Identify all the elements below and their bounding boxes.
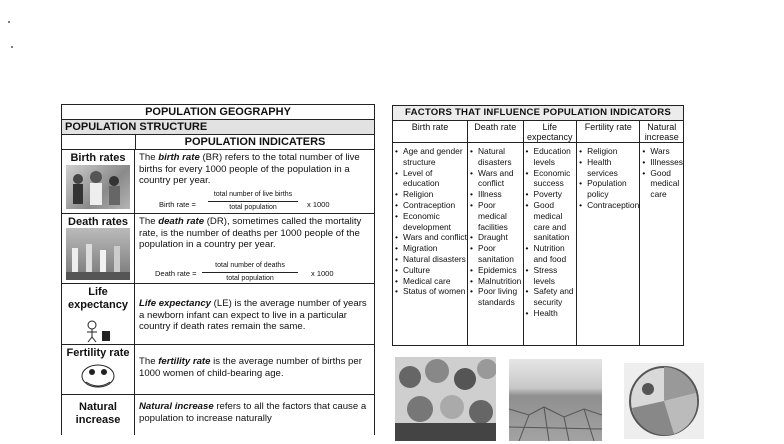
fertility-text-post: is the average number of births per 1000 women of child-bearing age. (139, 356, 362, 379)
death-rate-column (468, 121, 524, 345)
birth-rate-fraction (208, 189, 298, 213)
death-rate-fraction (202, 260, 298, 284)
column-header: Fertility rate (577, 121, 639, 143)
death-rate-formula-label: Death rate = (155, 269, 197, 278)
factor-item: • Poor medical facilities (470, 200, 523, 232)
column-header: Death rate (468, 121, 523, 143)
birth-rate-formula-label: Birth rate = (159, 200, 196, 209)
life-expectancy-column (524, 121, 578, 345)
life-expectancy-label: Life expectancy (68, 286, 128, 311)
birth-rate-column (393, 121, 468, 345)
factor-item: • Poverty (526, 189, 577, 200)
person-walking-icon (78, 317, 118, 343)
indicators-heading: POPULATION INDICATERS (184, 136, 326, 148)
factor-item: • Poor sanitation (470, 243, 523, 265)
factor-item: • Health (526, 308, 577, 319)
fertility-rate-label: Fertility rate (66, 347, 130, 359)
fertility-rate-section (62, 345, 374, 395)
factor-item: • Religion (579, 146, 639, 157)
natural-increase-label: Natural increase (75, 401, 121, 426)
indicators-row (62, 135, 374, 150)
birth-denominator: total population (229, 203, 277, 211)
crowd-image (395, 357, 496, 441)
factor-item: • Safety and security (526, 286, 577, 308)
factor-item: • Medical care (395, 276, 467, 287)
death-rate-definition (135, 214, 374, 283)
factor-item: • Contraception (395, 200, 467, 211)
natural-increase-term: Natural increase (139, 401, 214, 412)
column-header: Birth rate (393, 121, 467, 143)
factor-item: • Wars (642, 146, 683, 157)
death-text-post: (DR), sometimes called the mortality rate, is the number of deaths per 1000 people of the population in a country per year. (139, 216, 362, 250)
natural-increase-section (62, 395, 374, 435)
structure-heading: POPULATION STRUCTURE (62, 120, 374, 135)
death-rate-factors (468, 143, 523, 308)
birth-rate-definition (135, 150, 374, 213)
factor-item: • Good medical care (642, 168, 683, 200)
fertility-rate-definition (135, 345, 374, 394)
factor-item: • Status of women (395, 286, 467, 297)
death-rate-term: death rate (158, 216, 205, 227)
factor-item: • Population policy (579, 178, 639, 200)
death-denominator: total population (226, 274, 274, 282)
fertility-rate-factors (577, 143, 639, 211)
life-expectancy-definition (135, 284, 374, 344)
speck-1 (8, 21, 10, 23)
factor-item: • Stress levels (526, 265, 577, 287)
fertility-rate-term: fertility rate (158, 356, 211, 367)
factor-item: • Migration (395, 243, 467, 254)
natural-increase-factors (640, 143, 683, 200)
life-text-post: (LE) is the average number of years a newborn infant can expect to live in a particular country if death rates remain the same. (139, 298, 367, 332)
population-geography-table (61, 104, 375, 435)
factor-item: • Education levels (526, 146, 577, 168)
factors-title: FACTORS THAT INFLUENCE POPULATION INDICATORS (393, 106, 683, 121)
birth-text-pre: The (139, 152, 159, 163)
factor-item: • Religion (395, 189, 467, 200)
column-header: Life expectancy (524, 121, 577, 143)
factor-item: • Illness (470, 189, 523, 200)
factor-item: • Economic success (526, 168, 577, 190)
life-expectancy-factors (524, 143, 577, 319)
drought-image (509, 359, 602, 441)
fertility-rate-column (577, 121, 640, 345)
factor-item: • Age and gender structure (395, 146, 467, 168)
birth-rate-label-cell (62, 150, 135, 213)
factor-item: • Natural disasters (470, 146, 523, 168)
family-photo (66, 165, 130, 209)
factor-item: • Epidemics (470, 265, 523, 276)
column-header: Natural increase (640, 121, 683, 143)
natural-text-post: refers to all the factors that cause a population to increase naturally (139, 401, 367, 424)
birth-multiplier: x 1000 (307, 200, 330, 209)
natural-increase-definition (135, 395, 374, 435)
life-expectancy-term: Life expectancy (139, 298, 211, 309)
factor-item: • Wars and conflict (395, 232, 467, 243)
fertility-text-pre: The (139, 356, 159, 367)
birth-rate-factors (393, 143, 467, 297)
factor-item: • Malnutrition (470, 276, 523, 287)
speck-2 (11, 46, 13, 48)
graves-illustration (66, 228, 130, 280)
cemetery-photo (66, 228, 130, 280)
table-title: POPULATION GEOGRAPHY (62, 105, 374, 120)
factor-item: • Health services (579, 157, 639, 179)
birth-numerator: total number of live births (208, 189, 298, 202)
factor-item: • Natural disasters (395, 254, 467, 265)
mother-child-icon (78, 360, 118, 390)
factors-table (392, 105, 684, 346)
people-illustration (66, 165, 130, 209)
factor-item: • Good medical care and sanitation (526, 200, 577, 243)
birth-text-post: (BR) refers to the total number of live births for every 1000 people of the population in a country per year. (139, 152, 360, 186)
death-rate-section (62, 214, 374, 284)
factor-item: • Level of education (395, 168, 467, 190)
factor-item: • Draught (470, 232, 523, 243)
death-multiplier: x 1000 (311, 269, 334, 278)
life-expectancy-section (62, 284, 374, 345)
fertility-rate-label-cell (62, 345, 135, 394)
health-circle-image (624, 363, 704, 439)
cracked-earth (509, 359, 602, 441)
death-rate-label-cell (62, 214, 135, 283)
natural-increase-column (640, 121, 683, 345)
natural-increase-label-cell (62, 395, 135, 435)
death-text-pre: The (139, 216, 159, 227)
death-numerator: total number of deaths (202, 260, 298, 273)
life-expectancy-label-cell (62, 284, 135, 344)
factor-item: • Economic development (395, 211, 467, 233)
factor-item: • Wars and conflict (470, 168, 523, 190)
birth-rate-term: birth rate (158, 152, 200, 163)
factor-item: • Nutrition and food (526, 243, 577, 265)
factor-item: • Poor living standards (470, 286, 523, 308)
health-pie-icon (624, 363, 704, 439)
factor-item: • Contraception (579, 200, 639, 211)
birth-rate-label: Birth rates (70, 152, 126, 164)
factor-item: • Culture (395, 265, 467, 276)
factor-item: • Illnesses (642, 157, 683, 168)
crowd-silhouettes (395, 357, 496, 441)
death-rate-label: Death rates (68, 216, 128, 228)
birth-rate-section (62, 150, 374, 214)
